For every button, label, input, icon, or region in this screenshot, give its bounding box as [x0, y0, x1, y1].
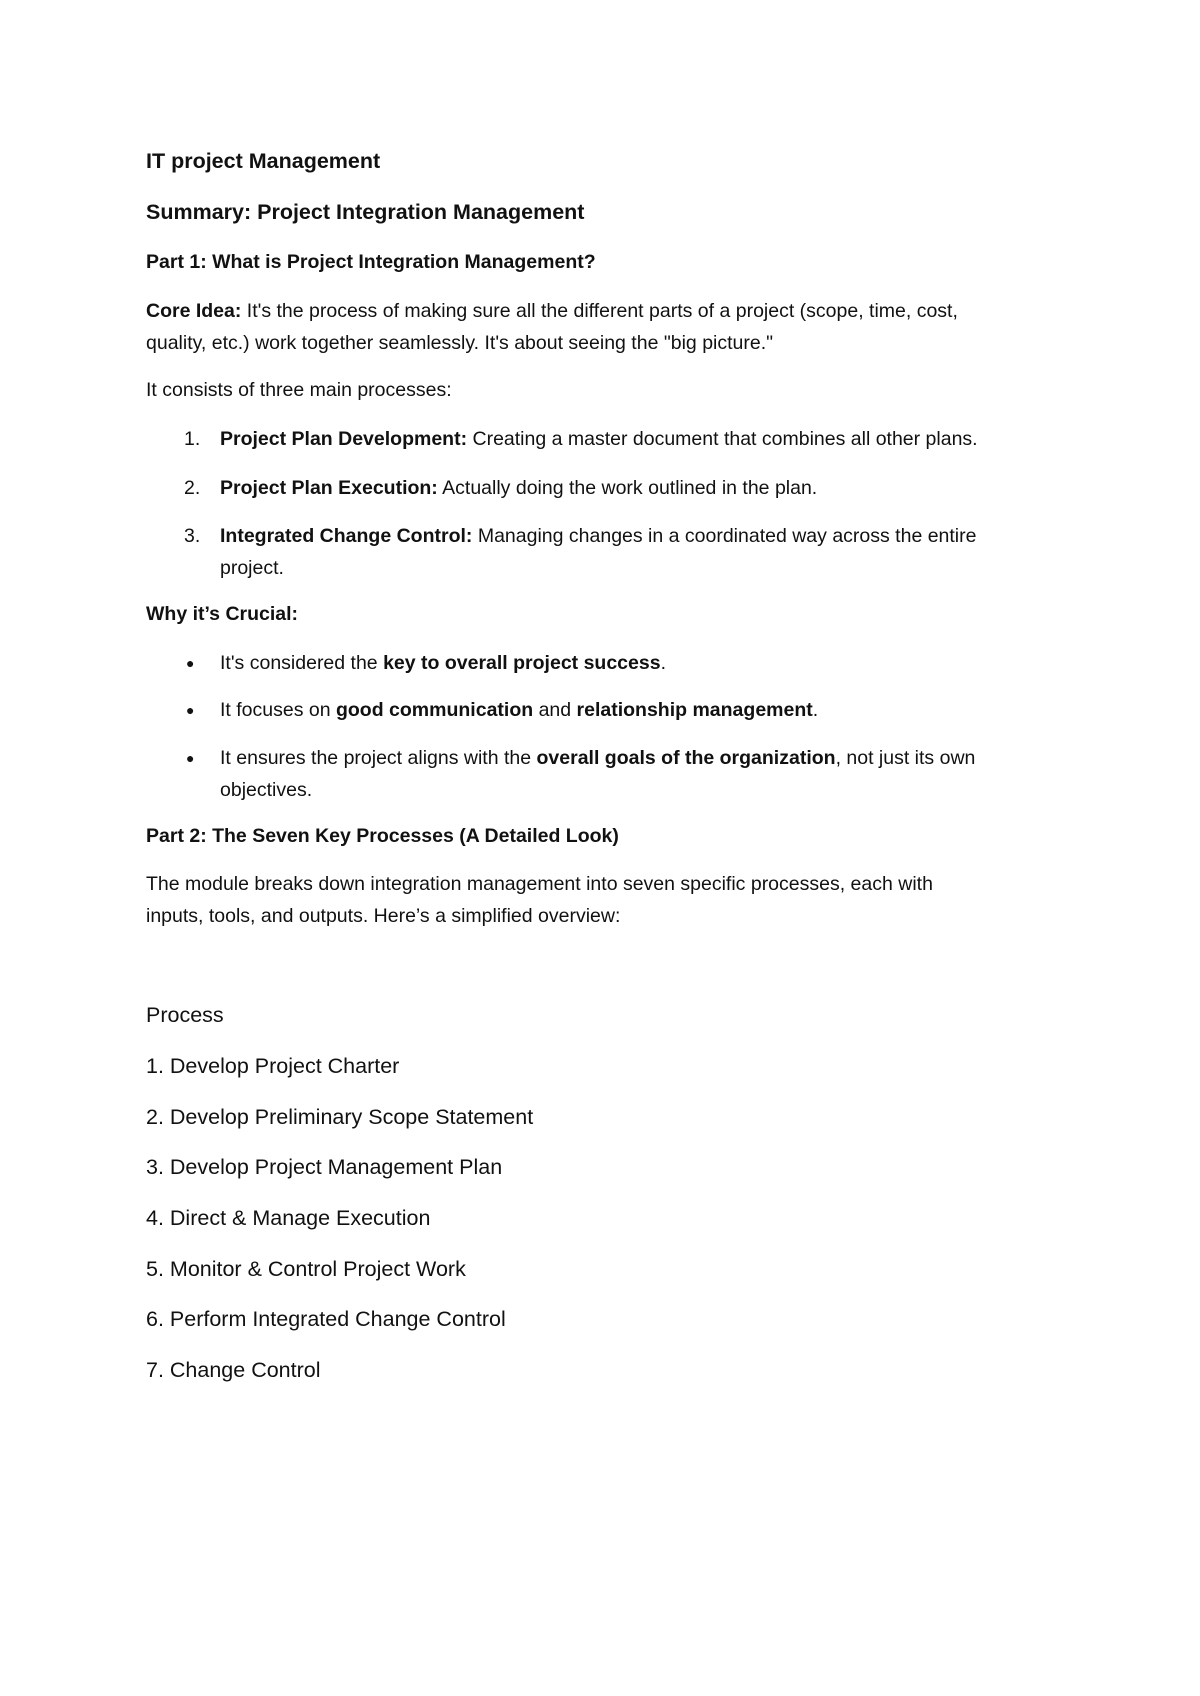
bullet-text: It focuses on [220, 699, 336, 721]
bullet-icon: ● [186, 655, 195, 671]
part2-heading: Part 2: The Seven Key Processes (A Detailed Look) [146, 825, 619, 847]
bullet-bold: good communication [335, 699, 534, 721]
list-number: 1. [184, 428, 201, 450]
summary-title: Summary: Project Integration Management [146, 200, 585, 224]
core-idea-line1 [146, 295, 1076, 327]
list-item-label: Project Plan Development: [220, 428, 468, 450]
list-item-text: Actually doing the work outlined in the plan. [437, 477, 818, 499]
bullet-text: . [812, 699, 819, 721]
why-heading: Why it’s Crucial: [146, 603, 299, 625]
list-item-text: Managing changes in a coordinated way across the entire [472, 525, 977, 547]
process-item: 7. Change Control [146, 1358, 321, 1382]
bullet-text-cont: objectives. [220, 779, 313, 801]
process-item: 4. Direct & Manage Execution [146, 1206, 431, 1230]
process-item: 2. Develop Preliminary Scope Statement [146, 1105, 534, 1129]
bullet-text: and [533, 699, 577, 721]
bullet-icon: ● [186, 702, 195, 718]
bullet-icon: ● [186, 750, 195, 766]
bullet-bold: relationship management [576, 699, 813, 721]
process-item: 5. Monitor & Control Project Work [146, 1257, 466, 1281]
process-item: 3. Develop Project Management Plan [146, 1155, 503, 1179]
bullet-text: It's considered the [220, 652, 384, 674]
process-item: 6. Perform Integrated Change Control [146, 1307, 506, 1331]
bullet-text: It ensures the project aligns with the [220, 747, 537, 769]
list-item [146, 520, 1076, 584]
list-item-label: Integrated Change Control: [220, 525, 473, 547]
bullet-item [146, 742, 1076, 806]
core-idea-line2: quality, etc.) work together seamlessly. It's about seeing the "big picture." [146, 332, 774, 354]
part2-intro-line2: inputs, tools, and outputs. Here’s a simplified overview: [146, 905, 621, 927]
part1-heading: Part 1: What is Project Integration Management? [146, 251, 596, 273]
process-item: 1. Develop Project Charter [146, 1054, 400, 1078]
document-title: IT project Management [146, 149, 381, 173]
list-item-text-cont: project. [220, 557, 284, 579]
list-item-text: Creating a master document that combines all other plans. [467, 428, 978, 450]
core-idea-text: It's the process of making sure all the different parts of a project (scope, time, cost, [241, 300, 958, 322]
list-number: 2. [184, 477, 201, 499]
bullet-text: . [660, 652, 666, 674]
part2-intro-line1: The module breaks down integration management into seven specific processes, each with [146, 873, 933, 895]
process-header: Process [146, 1003, 224, 1027]
bullet-bold: key to overall project success [383, 652, 661, 674]
processes-intro: It consists of three main processes: [146, 379, 452, 401]
list-number: 3. [184, 525, 201, 547]
bullet-text: , not just its own [835, 747, 976, 769]
list-item-label: Project Plan Execution: [220, 477, 438, 499]
bullet-bold: overall goals of the organization [536, 747, 836, 769]
core-idea-label: Core Idea: [146, 300, 242, 322]
